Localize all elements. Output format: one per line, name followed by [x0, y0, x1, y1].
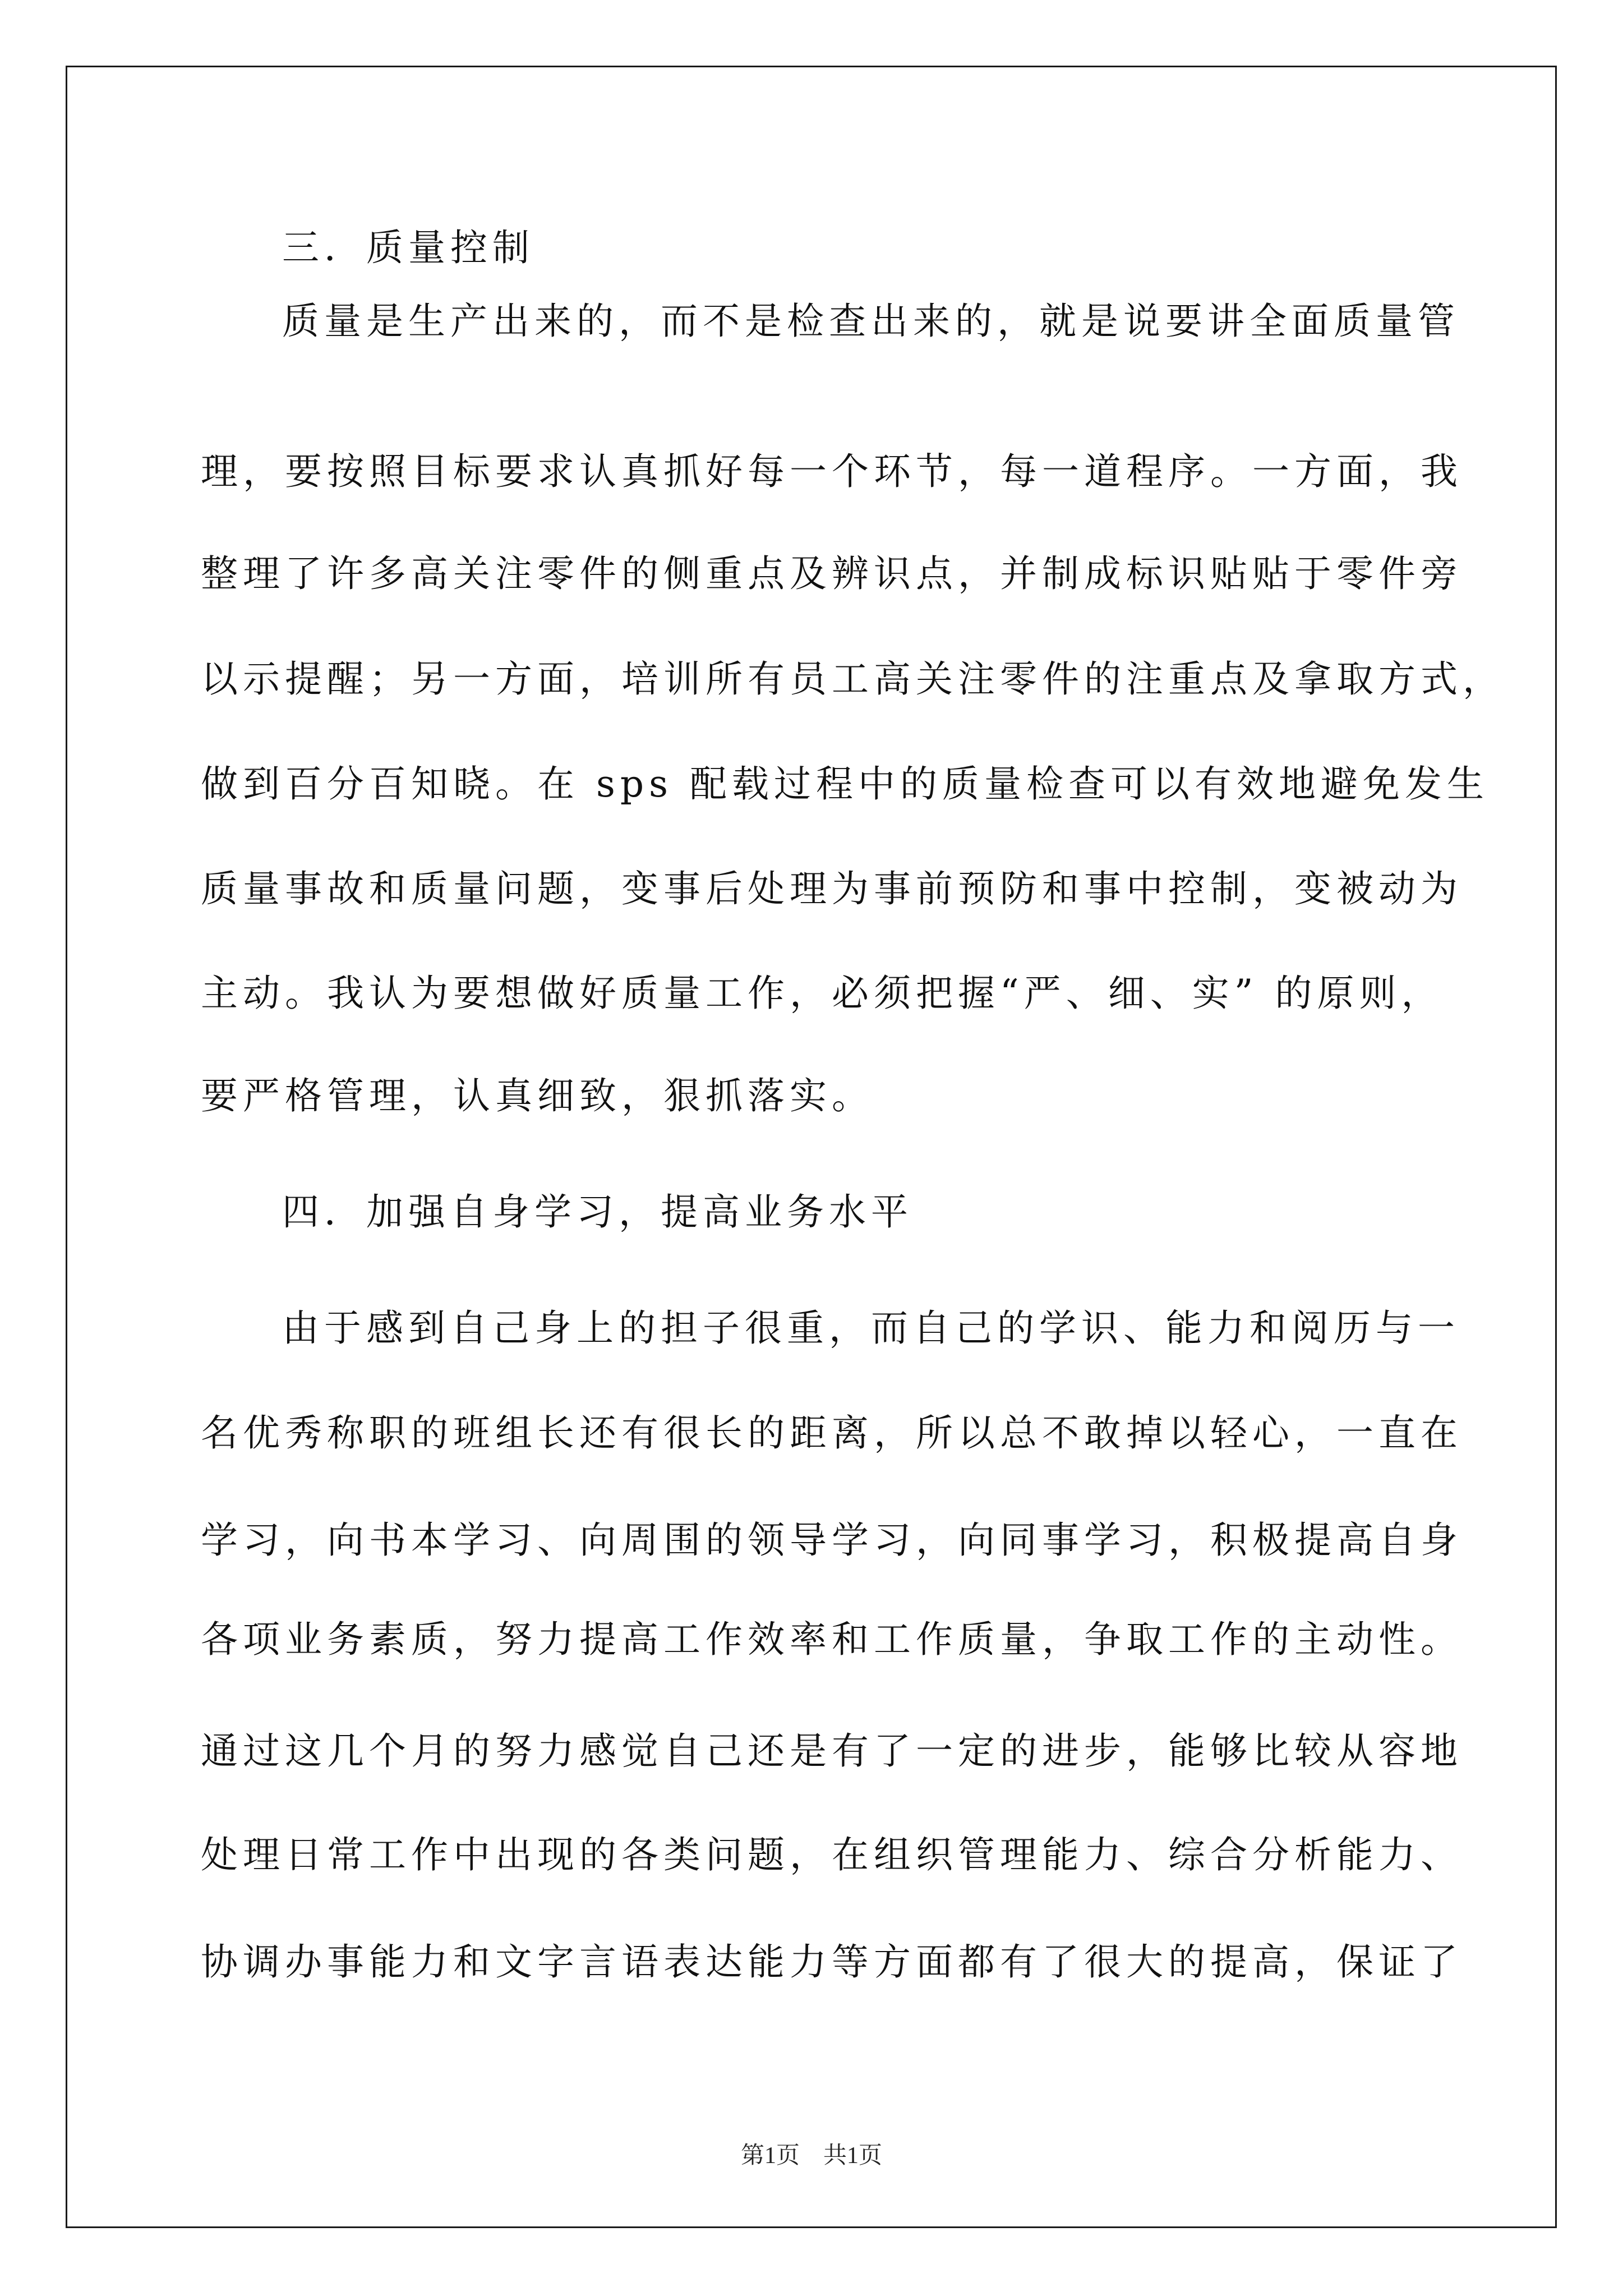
paragraph-line: 做到百分百知晓。在 sps 配载过程中的质量检查可以有效地避免发生	[201, 762, 1489, 806]
paragraph-line: 质量是生产出来的，而不是检查出来的，就是说要讲全面质量管	[282, 300, 1460, 343]
paragraph-line: 要严格管理，认真细致，狠抓落实。	[201, 1074, 874, 1117]
paragraph-line: 理，要按照目标要求认真抓好每一个环节，每一道程序。一方面，我	[201, 450, 1463, 493]
page-number-footer: 第1页 共1页	[740, 2143, 882, 2169]
paragraph-line: 质量事故和质量问题，变事后处理为事前预防和事中控制，变被动为	[201, 867, 1463, 910]
paragraph-line: 名优秀称职的班组长还有很长的距离，所以总不敢掉以轻心，一直在	[201, 1411, 1463, 1455]
page-frame	[66, 66, 1557, 2228]
paragraph-line: 协调办事能力和文字言语表达能力等方面都有了很大的提高，保证了	[201, 1940, 1463, 1984]
paragraph-line: 通过这几个月的努力感觉自己还是有了一定的进步，能够比较从容地	[201, 1729, 1463, 1773]
paragraph-line: 以示提醒；另一方面，培训所有员工高关注零件的注重点及拿取方式，	[201, 657, 1505, 701]
paragraph-line: 整理了许多高关注零件的侧重点及辨识点，并制成标识贴贴于零件旁	[201, 552, 1463, 595]
section-heading-self-study: 四．加强自身学习，提高业务水平	[282, 1190, 913, 1234]
paragraph-line: 学习，向书本学习、向周围的领导学习，向同事学习，积极提高自身	[201, 1519, 1463, 1562]
paragraph-line: 由于感到自己身上的担子很重，而自己的学识、能力和阅历与一	[282, 1306, 1460, 1350]
section-heading-quality-control: 三．质量控制	[282, 226, 534, 269]
paragraph-line: 各项业务素质，努力提高工作效率和工作质量，争取工作的主动性。	[201, 1618, 1463, 1661]
paragraph-line: 主动。我认为要想做好质量工作，必须把握“严、细、实” 的原则，	[201, 972, 1444, 1015]
paragraph-line: 处理日常工作中出现的各类问题，在组织管理能力、综合分析能力、	[201, 1833, 1463, 1876]
